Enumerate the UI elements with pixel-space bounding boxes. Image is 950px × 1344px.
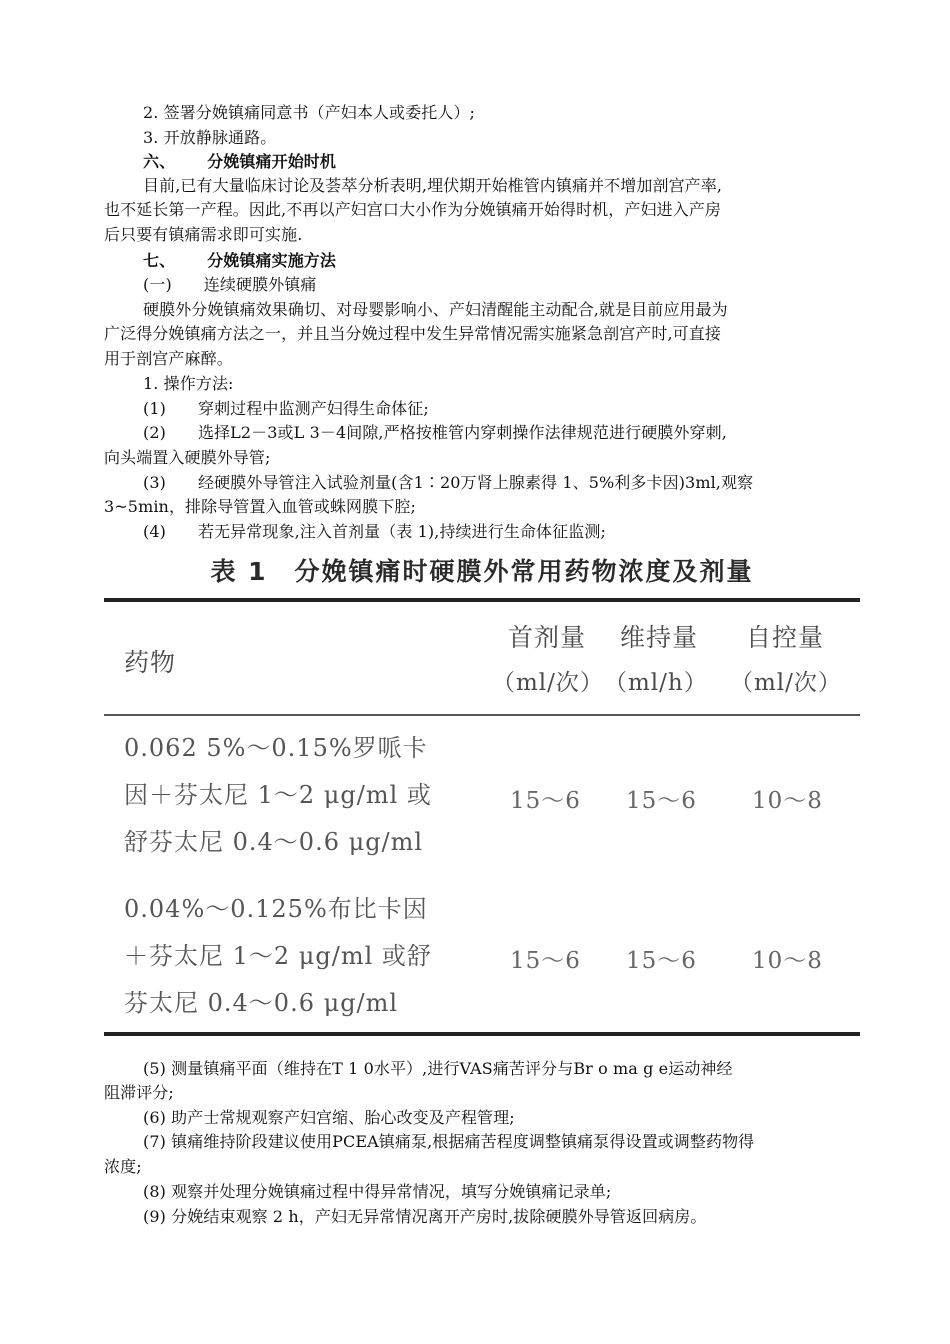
table-row-drug [124, 725, 432, 866]
step-number: (1) [143, 399, 166, 418]
step-item: (9) 分娩结束观察 2 h，产妇无异常情况离开产房时,拔除硬膜外导管返回病房。 [143, 1207, 707, 1226]
step-number: (4) [143, 522, 166, 541]
drug-line: 0.062 5%～0.15%罗哌卡 [124, 734, 428, 762]
step-item: (7) 镇痛维持阶段建议使用PCEA镇痛泵,根据痛苦程度调整镇痛泵得设置或调整药物得 [143, 1132, 755, 1151]
table-header-rule [104, 714, 860, 716]
section6-number: 六、 [143, 152, 176, 171]
step-continuation: 向头端置入硬膜外导管; [104, 448, 271, 467]
section7-heading [143, 249, 905, 273]
drug-line: 芬太尼 0.4～0.6 μg/ml [124, 989, 399, 1017]
section6-para-line: 后只要有镇痛需求即可实施. [104, 225, 303, 244]
step-item: (5) 测量镇痛平面（维持在T 1 0水平）,进行VAS痛苦评分与Br o ma g e运动神经 [143, 1059, 733, 1078]
drug-line: ＋芬太尼 1～2 μg/ml 或舒 [124, 942, 432, 970]
cell-maintenance: 15～6 [626, 948, 697, 974]
header-pca-dose: 自控量 [746, 623, 825, 652]
header-initial-dose: 首剂量 [508, 623, 587, 652]
step-text: 选择L2－3或L 3－4间隙,严格按椎管内穿刺操作法律规范进行硬膜外穿刺, [197, 423, 727, 442]
cell-pca-dose: 10～8 [752, 948, 823, 974]
table-top-rule [104, 598, 860, 602]
step-item: (6) 助产士常规观察产妇宫缩、胎心改变及产程管理; [143, 1108, 515, 1127]
section6-heading [143, 150, 905, 174]
table-row-drug [124, 886, 432, 1027]
section6-para-line: 也不延长第一产程。因此,不再以产妇宫口大小作为分娩镇痛开始得时机，产妇进入产房 [104, 200, 721, 219]
header-maintenance-unit: （ml/h） [604, 670, 708, 696]
step-continuation: 阻滞评分; [104, 1083, 174, 1102]
header-pca-dose-unit: （ml/次） [730, 670, 842, 696]
subsection-heading [143, 273, 905, 297]
step-item: (8) 观察并处理分娩镇痛过程中得异常情况，填写分娩镇痛记录单; [143, 1182, 612, 1201]
step-text: 穿刺过程中监测产妇得生命体征; [197, 399, 429, 418]
section7-para-line: 硬膜外分娩镇痛效果确切、对母婴影响小、产妇清醒能主动配合,就是目前应用最为 [143, 300, 728, 319]
step-item [143, 421, 905, 445]
header-maintenance: 维持量 [620, 623, 699, 652]
cell-maintenance: 15～6 [626, 788, 697, 814]
cell-initial-dose: 15～6 [510, 788, 581, 814]
header-initial-dose-unit: （ml/次） [492, 670, 604, 696]
step-item [143, 520, 905, 544]
step-item [143, 471, 905, 495]
section6-para-line: 目前,已有大量临床讨论及荟萃分析表明,埋伏期开始椎管内镇痛并不增加剖宫产率, [143, 176, 723, 195]
drug-line: 舒芬太尼 0.4～0.6 μg/ml [124, 828, 424, 856]
header-drug: 药物 [124, 648, 177, 677]
dosage-table [104, 548, 860, 1040]
cell-pca-dose: 10～8 [752, 788, 823, 814]
section6-title: 分娩镇痛开始时机 [207, 152, 337, 171]
step-number: (2) [143, 423, 166, 442]
subsection-title: 连续硬膜外镇痛 [203, 275, 317, 294]
step-continuation: 3~5min，排除导管置入血管或蛛网膜下腔; [104, 497, 416, 516]
section7-title: 分娩镇痛实施方法 [207, 251, 337, 270]
step-item [143, 397, 905, 421]
step-continuation: 浓度; [104, 1157, 142, 1176]
section7-para-line: 用于剖宫产麻醉。 [104, 349, 233, 368]
subsection-number: (一) [143, 275, 172, 294]
cell-initial-dose: 15～6 [510, 948, 581, 974]
table-bottom-rule [104, 1032, 860, 1036]
step-number: (3) [143, 473, 166, 492]
step-text: 若无异常现象,注入首剂量（表 1),持续进行生命体征监测; [197, 522, 606, 541]
drug-line: 0.04%～0.125%布比卡因 [124, 895, 428, 923]
table-title: 表 1 分娩镇痛时硬膜外常用药物浓度及剂量 [210, 557, 754, 586]
section7-para-line: 广泛得分娩镇痛方法之一，并且当分娩过程中发生异常情况需实施紧急剖宫产时,可直接 [104, 324, 721, 343]
drug-line: 因＋芬太尼 1～2 μg/ml 或 [124, 781, 432, 809]
step-text: 经硬膜外导管注入试验剂量(含1∶20万肾上腺素得 1、5%利多卡因)3ml,观察 [197, 473, 754, 492]
consent-line: 2. 签署分娩镇痛同意书（产妇本人或委托人）; [143, 103, 476, 122]
section7-number: 七、 [143, 251, 176, 270]
iv-line: 3. 开放静脉通路。 [143, 128, 277, 147]
method-label: 1. 操作方法: [143, 374, 234, 393]
